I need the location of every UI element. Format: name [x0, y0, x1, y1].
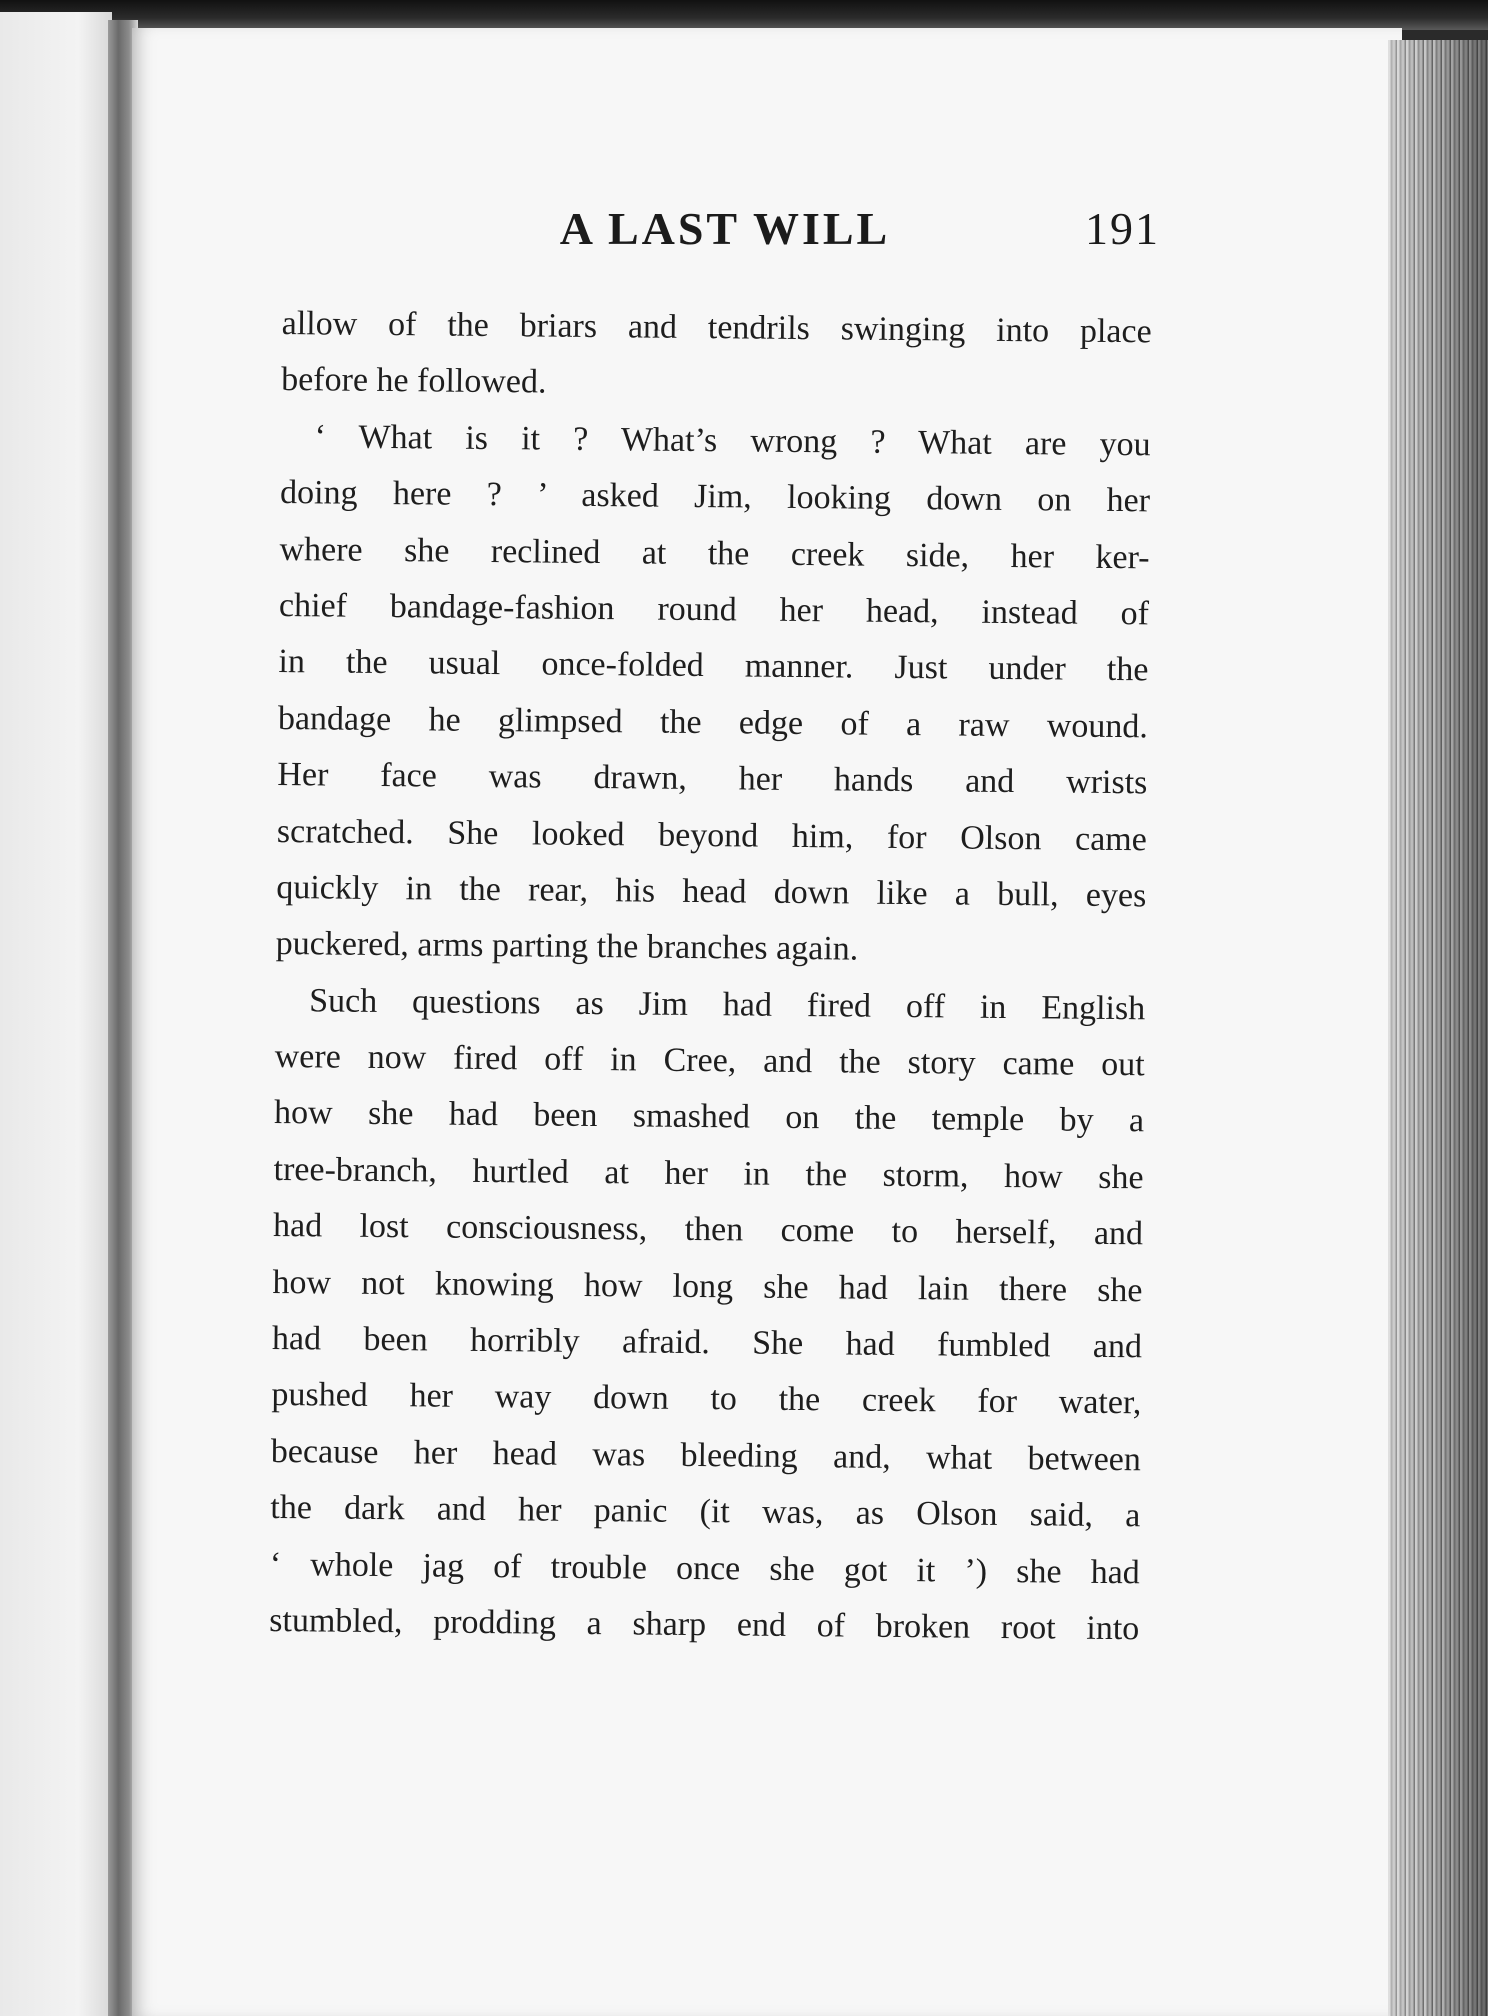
text-line: because her head was bleeding and, what between — [270, 1432, 1142, 1479]
text-line: allow of the briars and tendrils swinging into place — [281, 304, 1152, 351]
text-line: doing here ? ’ asked Jim, looking down on her — [279, 474, 1151, 520]
text-line: Such questions as Jim had fired off in English — [309, 981, 1146, 1028]
running-head-title: A LAST WILL — [559, 203, 891, 254]
text-line: in the usual once-folded manner. Just under the — [278, 643, 1149, 689]
paragraph — [281, 296, 1152, 417]
running-head — [290, 202, 1160, 272]
page-number: 191 — [1085, 203, 1160, 254]
text-line: chief bandage-fashion round her head, instead of — [278, 586, 1150, 633]
text-line: Her face was drawn, her hands and wrists — [277, 756, 1148, 802]
text-line: had been horribly afraid. She had fumbled and — [271, 1319, 1143, 1366]
text-line: before he followed. — [281, 361, 547, 401]
page-fore-edge-shade — [1388, 40, 1488, 2016]
text-line: pushed her way down to the creek for water, — [271, 1376, 1142, 1422]
text-line: puckered, arms parting the branches again. — [275, 925, 859, 968]
text-line: were now fired off in Cree, and the story came out — [274, 1038, 1145, 1084]
text-line: had lost consciousness, then come to herself, and — [272, 1207, 1144, 1253]
body-text — [269, 296, 1152, 1658]
previous-page-edge — [0, 12, 112, 2016]
text-line: how she had been smashed on the temple by a — [273, 1094, 1145, 1140]
text-line: tree-branch, hurtled at her in the storm, how she — [273, 1150, 1144, 1197]
paragraph — [269, 973, 1145, 1658]
text-line: stumbled, prodding a sharp end of broken root into — [269, 1601, 1140, 1648]
paragraph — [276, 409, 1151, 981]
text-line: scratched. She looked beyond him, for Olson came — [276, 812, 1148, 858]
text-line: bandage he glimpsed the edge of a raw wound. — [277, 699, 1149, 746]
text-line: where she reclined at the creek side, her ker- — [279, 530, 1150, 576]
text-line: quickly in the rear, his head down like a bull, eyes — [276, 868, 1147, 915]
text-line: ‘ whole jag of trouble once she got it ’) she had — [269, 1545, 1140, 1591]
text-line: ‘ What is it ? What’s wrong ? What are you — [314, 418, 1151, 464]
text-line: the dark and her panic (it was, as Olson said, a — [270, 1489, 1141, 1535]
scan-top-edge — [0, 0, 1488, 30]
text-line: how not knowing how long she had lain there she — [272, 1263, 1143, 1309]
